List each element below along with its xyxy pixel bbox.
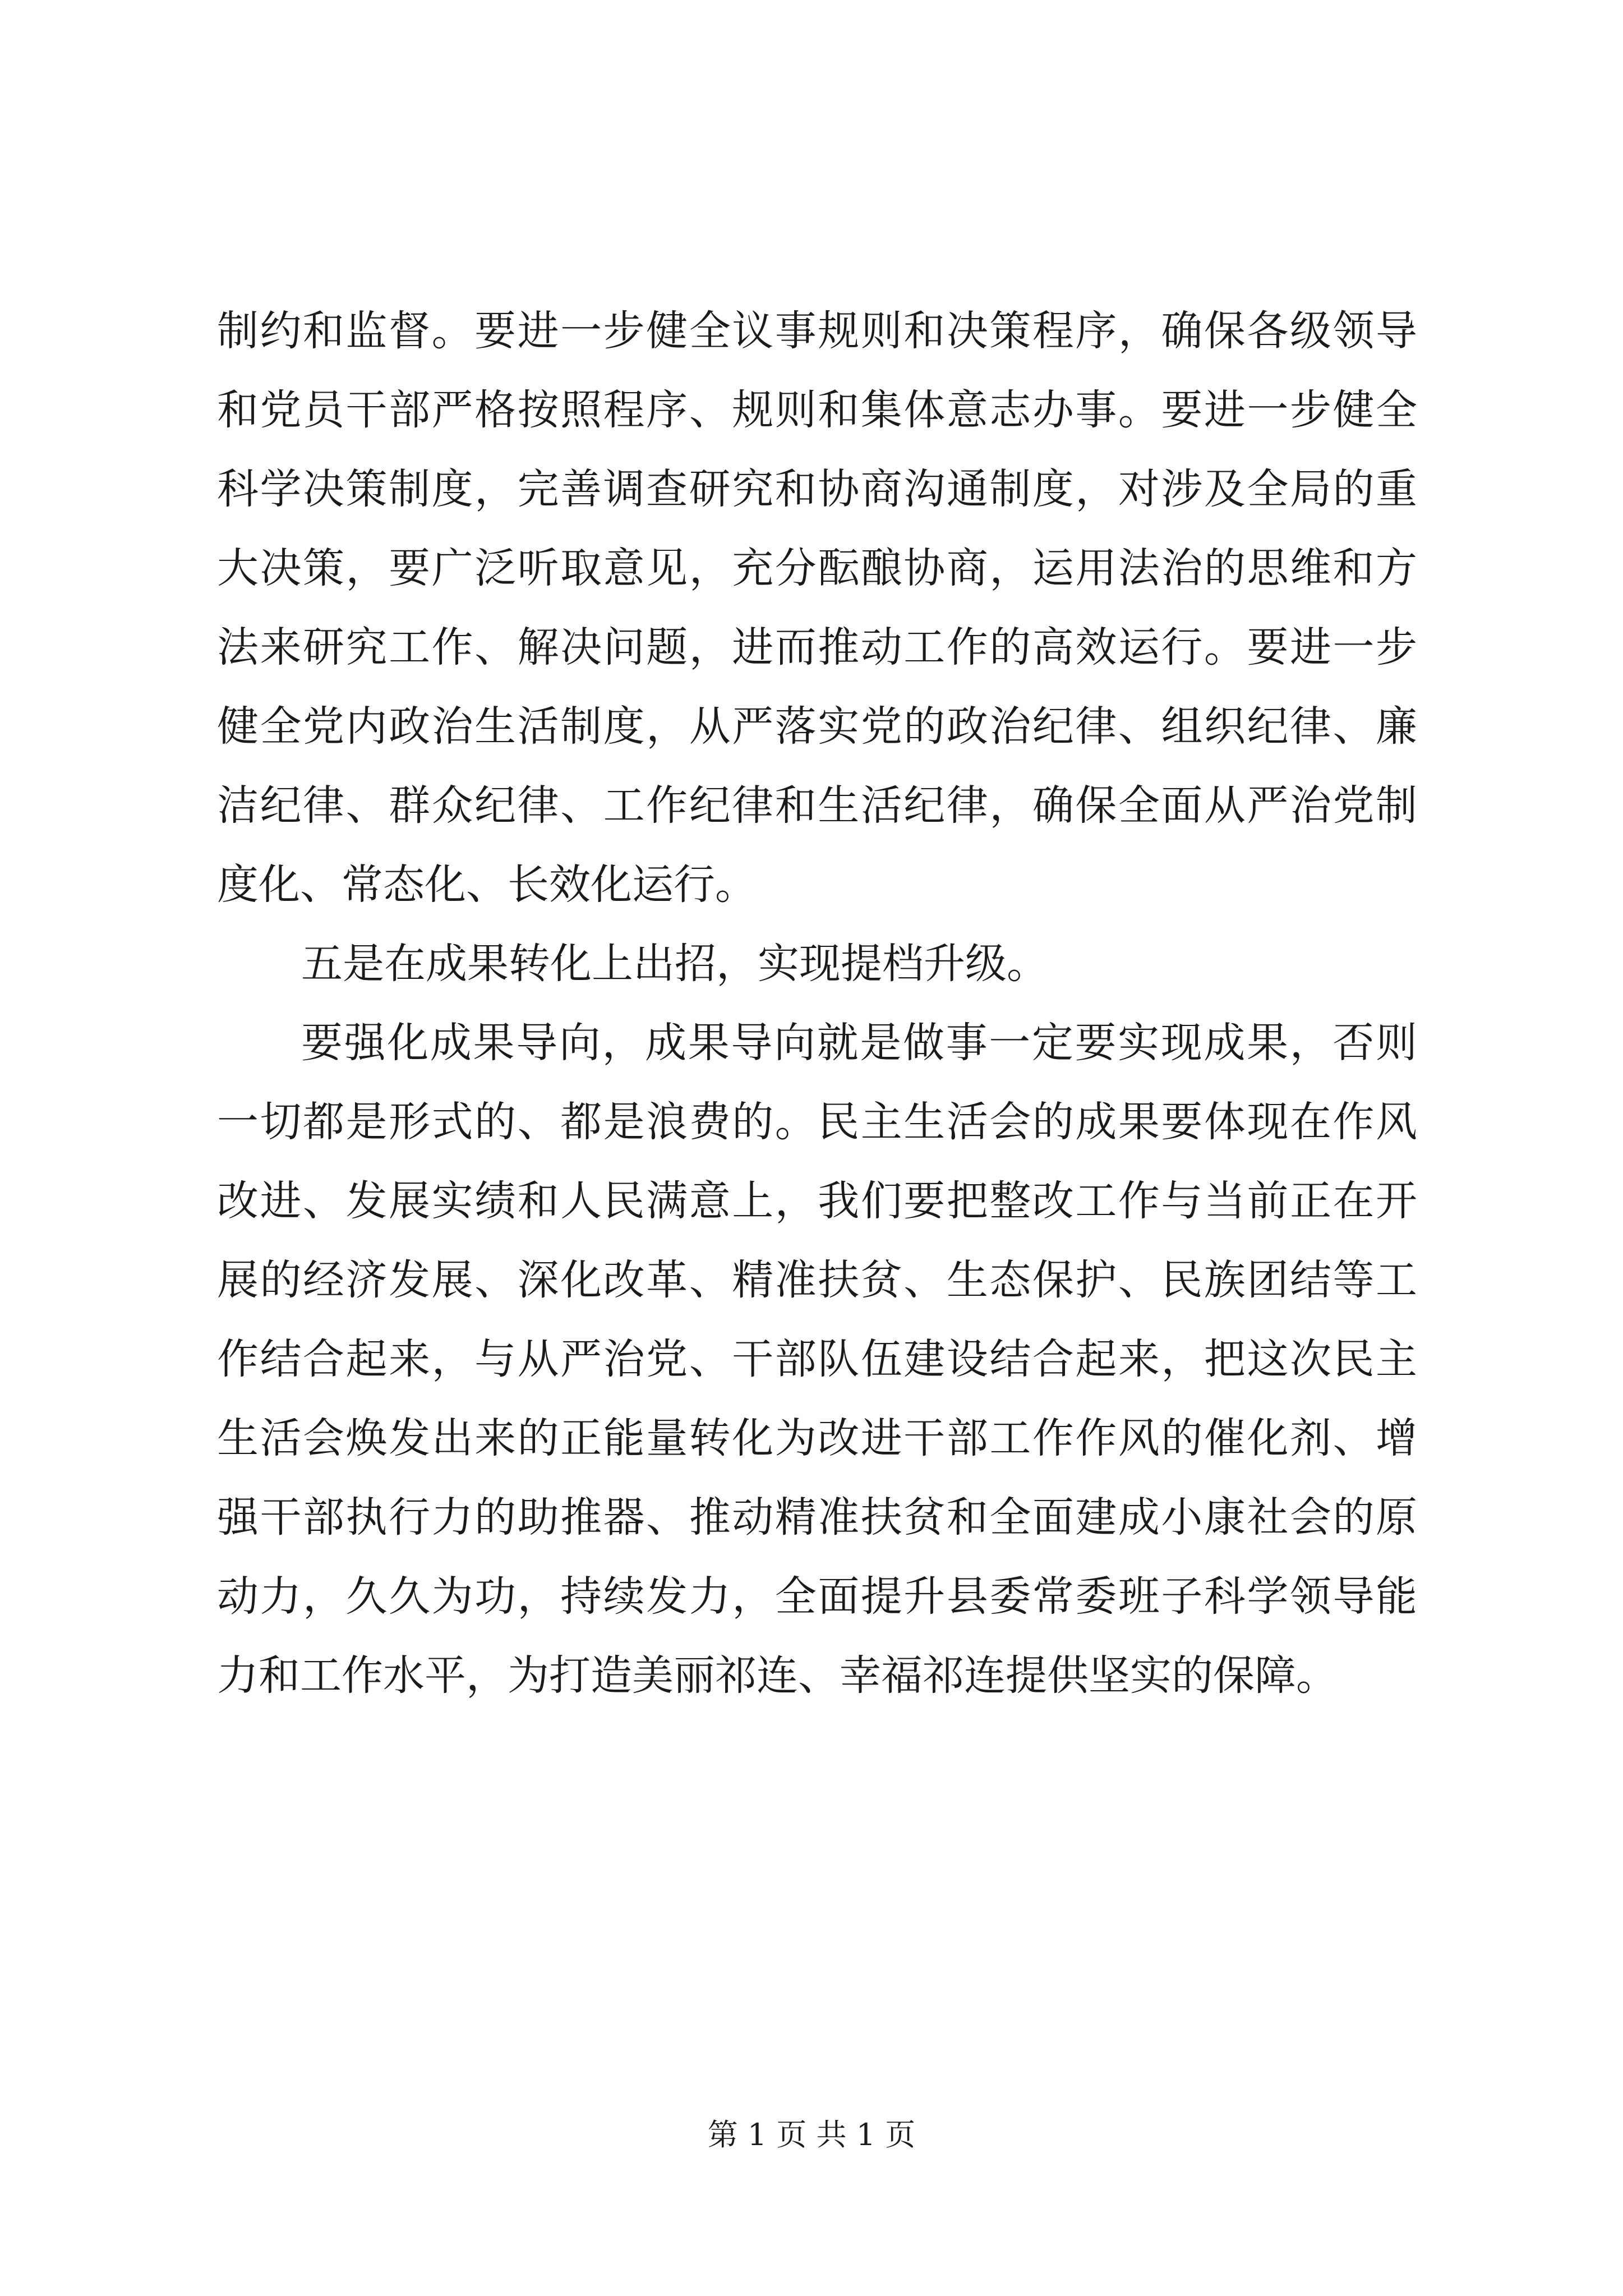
body-text-line: 强干部执行力的助推器、推动精准扶贫和全面建成小康社会的原 [217, 1493, 1417, 1542]
body-text-line: 动力，久久为功，持续发力，全面提升县委常委班子科学领导能 [217, 1572, 1417, 1621]
body-text-line: 作结合起来，与从严治党、干部队伍建设结合起来，把这次民主 [217, 1335, 1417, 1383]
body-text-line: 力和工作水平，为打造美丽祁连、幸福祁连提供坚实的保障。 [217, 1651, 1338, 1700]
body-text-line: 和党员干部严格按照程序、规则和集体意志办事。要进一步健全 [217, 386, 1417, 434]
body-text-line: 度化、常态化、长效化运行。 [217, 861, 757, 909]
body-text-line: 科学决策制度，完善调查研究和协商沟通制度，对涉及全局的重 [217, 465, 1417, 513]
body-text-line: 大决策，要广泛听取意见，充分酝酿协商，运用法治的思维和方 [217, 544, 1417, 592]
section-heading: 五是在成果转化上出招，实现提档升级。 [301, 940, 1048, 988]
body-text-line: 制约和监督。要进一步健全议事规则和决策程序，确保各级领导 [217, 307, 1417, 355]
body-text-line: 生活会焕发出来的正能量转化为改进干部工作作风的催化剂、增 [217, 1414, 1417, 1462]
body-text-line: 一切都是形式的、都是浪费的。民主生活会的成果要体现在作风 [217, 1098, 1417, 1146]
paragraph-first-line: 要强化成果导向，成果导向就是做事一定要实现成果，否则 [301, 1019, 1417, 1067]
body-text-line: 改进、发展实绩和人民满意上，我们要把整改工作与当前正在开 [217, 1177, 1417, 1225]
body-text-line: 健全党内政治生活制度，从严落实党的政治纪律、组织纪律、廉 [217, 702, 1417, 751]
body-text-line: 洁纪律、群众纪律、工作纪律和生活纪律，确保全面从严治党制 [217, 781, 1417, 830]
page-number-footer: 第 1 页 共 1 页 [707, 2117, 916, 2152]
body-text-line: 展的经济发展、深化改革、精准扶贫、生态保护、民族团结等工 [217, 1256, 1417, 1304]
body-text-line: 法来研究工作、解决问题，进而推动工作的高效运行。要进一步 [217, 623, 1417, 671]
